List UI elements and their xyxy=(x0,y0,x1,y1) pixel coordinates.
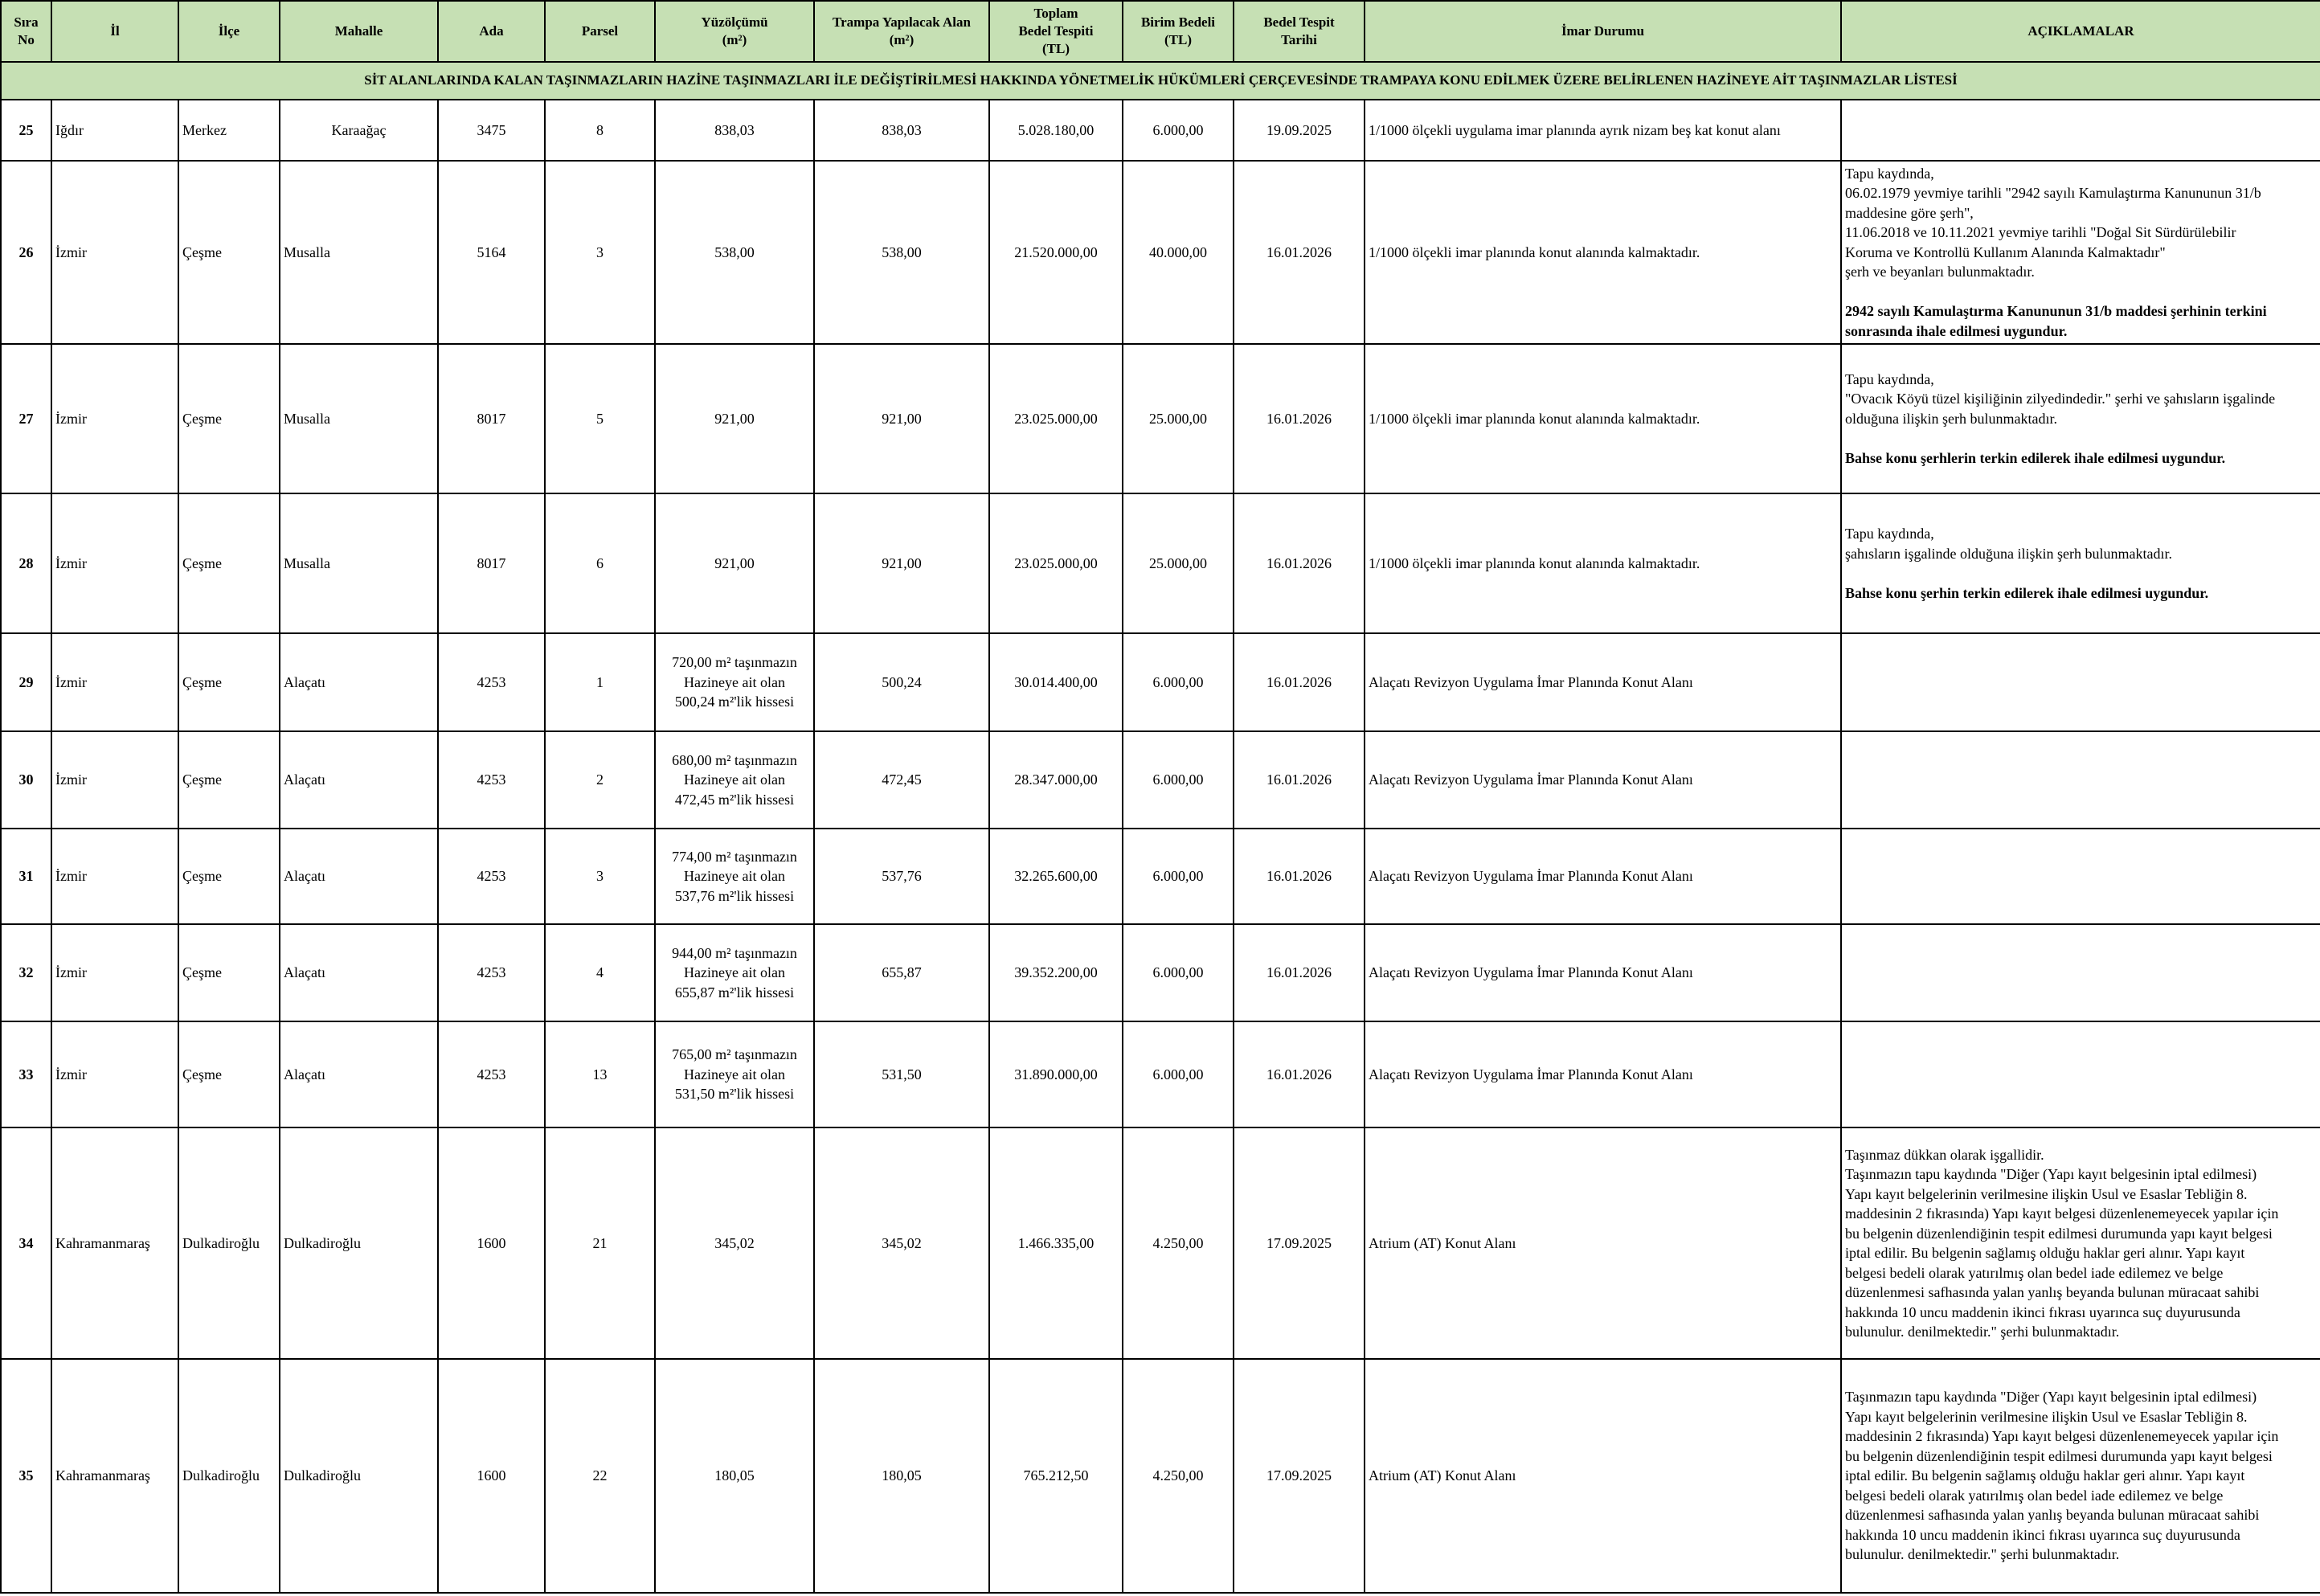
cell-il: İzmir xyxy=(51,161,178,344)
cell-ada: 4253 xyxy=(438,1021,545,1127)
cell-imar-durumu: Alaçatı Revizyon Uygulama İmar Planında Konut Alanı xyxy=(1365,633,1841,731)
cell-imar-durumu: 1/1000 ölçekli uygulama imar planında ayrık nizam beş kat konut alanı xyxy=(1365,100,1841,161)
cell-sira-no: 30 xyxy=(1,731,51,829)
cell-tespit-tarihi: 16.01.2026 xyxy=(1234,829,1365,924)
yuzolcumu-line: 345,02 xyxy=(714,1234,755,1251)
cell-ada: 8017 xyxy=(438,493,545,633)
cell-birim-bedel: 4.250,00 xyxy=(1123,1359,1234,1593)
aciklama-line: Taşınmazın tapu kaydında "Diğer (Yapı kayıt belgesinin iptal edilmesi) xyxy=(1845,1166,2257,1182)
cell-trampa-alan: 345,02 xyxy=(814,1127,989,1359)
cell-tespit-tarihi: 19.09.2025 xyxy=(1234,100,1365,161)
table-row xyxy=(1,924,2320,1021)
cell-mahalle: Alaçatı xyxy=(280,829,438,924)
yuzolcumu-line: Hazineye ait olan xyxy=(684,868,785,885)
table-row xyxy=(1,493,2320,633)
table-row xyxy=(1,1127,2320,1359)
cell-yuzolcumu xyxy=(655,344,814,493)
header-sira-line2: No xyxy=(18,32,35,47)
cell-tespit-tarihi: 16.01.2026 xyxy=(1234,161,1365,344)
cell-aciklamalar xyxy=(1841,100,2320,161)
cell-aciklamalar xyxy=(1841,731,2320,829)
cell-ilce: Çeşme xyxy=(178,633,280,731)
page-title: SİT ALANLARINDA KALAN TAŞINMAZLARIN HAZİNE TAŞINMAZLARI İLE DEĞİŞTİRİLMESİ HAKKINDA YÖNETMELİK HÜKÜMLERİ ÇERÇEVESİNDE TRAMPAYA KONU EDİLMEK ÜZERE BELİRLENEN HAZİNEYE AİT TAŞINMAZLAR LİSTESİ xyxy=(1,62,2320,100)
cell-parsel: 22 xyxy=(545,1359,655,1593)
cell-sira-no: 34 xyxy=(1,1127,51,1359)
header-ada: Ada xyxy=(438,1,545,62)
aciklama-line: şahısların işgalinde olduğuna ilişkin şerh bulunmaktadır. xyxy=(1845,545,2172,562)
header-tespit-tarihi xyxy=(1234,1,1365,62)
cell-tespit-tarihi: 16.01.2026 xyxy=(1234,344,1365,493)
cell-tespit-tarihi: 16.01.2026 xyxy=(1234,731,1365,829)
aciklama-line: sonrasında ihale edilmesi uygundur. xyxy=(1845,322,2068,339)
cell-toplam-bedel: 31.890.000,00 xyxy=(989,1021,1123,1127)
cell-mahalle: Dulkadiroğlu xyxy=(280,1127,438,1359)
cell-tespit-tarihi: 16.01.2026 xyxy=(1234,924,1365,1021)
yuzolcumu-line: 500,24 m²'lik hissesi xyxy=(674,694,795,710)
cell-toplam-bedel: 23.025.000,00 xyxy=(989,344,1123,493)
header-imar-durumu: İmar Durumu xyxy=(1365,1,1841,62)
cell-ada: 1600 xyxy=(438,1359,545,1593)
cell-ilce: Çeşme xyxy=(178,493,280,633)
cell-aciklamalar xyxy=(1841,161,2320,344)
cell-imar-durumu: 1/1000 ölçekli imar planında konut alanında kalmaktadır. xyxy=(1365,161,1841,344)
aciklama-line: maddesinin 2 fıkrasında) Yapı kayıt belgesi düzenlenemeyecek yapılar için xyxy=(1845,1428,2279,1445)
cell-birim-bedel: 6.000,00 xyxy=(1123,1021,1234,1127)
cell-il: İzmir xyxy=(51,633,178,731)
cell-mahalle: Dulkadiroğlu xyxy=(280,1359,438,1593)
yuzolcumu-line: 774,00 m² taşınmazın xyxy=(672,848,797,865)
header-trampa-line2: (m²) xyxy=(889,32,914,47)
aciklama-line: bulunulur. denilmektedir." şerhi bulunmaktadır. xyxy=(1845,1546,2120,1563)
cell-yuzolcumu xyxy=(655,493,814,633)
column-header-row xyxy=(1,1,2320,62)
aciklama-line: Yapı kayıt belgelerinin verilmesine ilişkin Usul ve Esaslar Tebliğin 8. xyxy=(1845,1408,2248,1425)
aciklama-line: maddesinin 2 fıkrasında) Yapı kayıt belgesi düzenlenemeyecek yapılar için xyxy=(1845,1205,2279,1222)
cell-parsel: 4 xyxy=(545,924,655,1021)
yuzolcumu-line: 537,76 m²'lik hissesi xyxy=(674,887,795,904)
header-toplam-bedel xyxy=(989,1,1123,62)
yuzolcumu-line: 680,00 m² taşınmazın xyxy=(672,751,797,768)
aciklama-line: 2942 sayılı Kamulaştırma Kanununun 31/b maddesi şerhinin terkini xyxy=(1845,303,2267,320)
header-yuzolcumu xyxy=(655,1,814,62)
header-toplam-line2: Bedel Tespiti xyxy=(1018,23,1094,39)
table-row xyxy=(1,1021,2320,1127)
cell-aciklamalar xyxy=(1841,1021,2320,1127)
aciklama-line: olduğuna ilişkin şerh bulunmaktadır. xyxy=(1845,410,2057,427)
cell-mahalle: Alaçatı xyxy=(280,633,438,731)
cell-trampa-alan: 655,87 xyxy=(814,924,989,1021)
yuzolcumu-line: Hazineye ait olan xyxy=(684,771,785,788)
yuzolcumu-line: 655,87 m²'lik hissesi xyxy=(674,984,795,1001)
cell-ilce: Merkez xyxy=(178,100,280,161)
cell-imar-durumu: Alaçatı Revizyon Uygulama İmar Planında Konut Alanı xyxy=(1365,731,1841,829)
header-birim-bedel xyxy=(1123,1,1234,62)
cell-trampa-alan: 838,03 xyxy=(814,100,989,161)
cell-yuzolcumu xyxy=(655,829,814,924)
cell-aciklamalar xyxy=(1841,1359,2320,1593)
cell-ilce: Çeşme xyxy=(178,1021,280,1127)
table-row xyxy=(1,731,2320,829)
cell-aciklamalar xyxy=(1841,829,2320,924)
header-ilce: İlçe xyxy=(178,1,280,62)
aciklama-line: iptal edilir. Bu belgenin sağlamış olduğu haklar geri alınır. Yapı kayıt xyxy=(1845,1245,2245,1261)
aciklama-line: Yapı kayıt belgelerinin verilmesine ilişkin Usul ve Esaslar Tebliğin 8. xyxy=(1845,1185,2248,1202)
cell-imar-durumu: Atrium (AT) Konut Alanı xyxy=(1365,1127,1841,1359)
cell-imar-durumu: Alaçatı Revizyon Uygulama İmar Planında Konut Alanı xyxy=(1365,829,1841,924)
aciklama-line xyxy=(1845,282,2317,302)
cell-imar-durumu: Alaçatı Revizyon Uygulama İmar Planında Konut Alanı xyxy=(1365,1021,1841,1127)
yuzolcumu-line: 765,00 m² taşınmazın xyxy=(672,1046,797,1063)
yuzolcumu-line: 180,05 xyxy=(714,1467,755,1484)
cell-mahalle: Alaçatı xyxy=(280,1021,438,1127)
cell-yuzolcumu xyxy=(655,633,814,731)
cell-birim-bedel: 4.250,00 xyxy=(1123,1127,1234,1359)
cell-il: İzmir xyxy=(51,1021,178,1127)
cell-birim-bedel: 25.000,00 xyxy=(1123,344,1234,493)
aciklama-line: Bahse konu şerhin terkin edilerek ihale edilmesi uygundur. xyxy=(1845,584,2209,601)
cell-ilce: Çeşme xyxy=(178,829,280,924)
cell-toplam-bedel: 30.014.400,00 xyxy=(989,633,1123,731)
yuzolcumu-line: Hazineye ait olan xyxy=(684,673,785,690)
header-toplam-line1: Toplam xyxy=(1033,6,1078,21)
cell-tespit-tarihi: 16.01.2026 xyxy=(1234,493,1365,633)
cell-trampa-alan: 500,24 xyxy=(814,633,989,731)
aciklama-line: hakkında 10 uncu maddenin ikinci fıkrası uyarınca suç duyurusunda xyxy=(1845,1303,2240,1320)
cell-sira-no: 26 xyxy=(1,161,51,344)
table-row xyxy=(1,161,2320,344)
cell-tespit-tarihi: 17.09.2025 xyxy=(1234,1127,1365,1359)
cell-ada: 4253 xyxy=(438,924,545,1021)
cell-parsel: 13 xyxy=(545,1021,655,1127)
yuzolcumu-line: 944,00 m² taşınmazın xyxy=(672,944,797,961)
header-tarih-line1: Bedel Tespit xyxy=(1263,14,1335,30)
cell-trampa-alan: 538,00 xyxy=(814,161,989,344)
yuzolcumu-line: 720,00 m² taşınmazın xyxy=(672,654,797,671)
aciklama-line: Taşınmaz dükkan olarak işgallidir. xyxy=(1845,1146,2044,1163)
cell-imar-durumu: 1/1000 ölçekli imar planında konut alanında kalmaktadır. xyxy=(1365,493,1841,633)
table-row xyxy=(1,1359,2320,1593)
cell-il: Kahramanmaraş xyxy=(51,1127,178,1359)
aciklama-line: Taşınmazın tapu kaydında "Diğer (Yapı kayıt belgesinin iptal edilmesi) xyxy=(1845,1389,2257,1406)
cell-birim-bedel: 6.000,00 xyxy=(1123,829,1234,924)
cell-imar-durumu: 1/1000 ölçekli imar planında konut alanında kalmaktadır. xyxy=(1365,344,1841,493)
cell-trampa-alan: 921,00 xyxy=(814,344,989,493)
header-tarih-line2: Tarihi xyxy=(1281,32,1317,47)
cell-toplam-bedel: 23.025.000,00 xyxy=(989,493,1123,633)
cell-imar-durumu: Atrium (AT) Konut Alanı xyxy=(1365,1359,1841,1593)
header-mahalle: Mahalle xyxy=(280,1,438,62)
aciklama-line: 06.02.1979 yevmiye tarihli "2942 sayılı Kamulaştırma Kanununun 31/b xyxy=(1845,185,2261,202)
cell-trampa-alan: 472,45 xyxy=(814,731,989,829)
cell-parsel: 6 xyxy=(545,493,655,633)
cell-mahalle: Alaçatı xyxy=(280,924,438,1021)
cell-il: İzmir xyxy=(51,493,178,633)
cell-il: Iğdır xyxy=(51,100,178,161)
aciklama-line: 11.06.2018 ve 10.11.2021 yevmiye tarihli "Doğal Sit Sürdürülebilir xyxy=(1845,224,2236,241)
cell-mahalle: Musalla xyxy=(280,161,438,344)
cell-ada: 4253 xyxy=(438,633,545,731)
aciklama-line: Koruma ve Kontrollü Kullanım Alanında Kalmaktadır" xyxy=(1845,243,2166,260)
cell-yuzolcumu xyxy=(655,1127,814,1359)
cell-aciklamalar xyxy=(1841,633,2320,731)
header-yuz-line1: Yüzölçümü xyxy=(701,14,768,30)
cell-il: İzmir xyxy=(51,344,178,493)
cell-tespit-tarihi: 16.01.2026 xyxy=(1234,633,1365,731)
cell-mahalle: Karaağaç xyxy=(280,100,438,161)
cell-yuzolcumu xyxy=(655,100,814,161)
cell-mahalle: Musalla xyxy=(280,493,438,633)
cell-trampa-alan: 180,05 xyxy=(814,1359,989,1593)
cell-birim-bedel: 6.000,00 xyxy=(1123,731,1234,829)
header-sira-no xyxy=(1,1,51,62)
cell-toplam-bedel: 32.265.600,00 xyxy=(989,829,1123,924)
cell-mahalle: Musalla xyxy=(280,344,438,493)
cell-ilce: Çeşme xyxy=(178,344,280,493)
cell-il: İzmir xyxy=(51,829,178,924)
cell-sira-no: 35 xyxy=(1,1359,51,1593)
cell-ilce: Çeşme xyxy=(178,161,280,344)
aciklama-line: maddesine göre şerh", xyxy=(1845,204,1974,221)
yuzolcumu-line: 472,45 m²'lik hissesi xyxy=(674,791,795,808)
cell-trampa-alan: 531,50 xyxy=(814,1021,989,1127)
header-birim-line2: (TL) xyxy=(1164,32,1192,47)
aciklama-line: bulunulur. denilmektedir." şerhi bulunmaktadır. xyxy=(1845,1324,2120,1340)
cell-ada: 4253 xyxy=(438,829,545,924)
cell-ilce: Çeşme xyxy=(178,924,280,1021)
aciklama-line: Tapu kaydında, xyxy=(1845,370,1934,387)
cell-ilce: Dulkadiroğlu xyxy=(178,1359,280,1593)
header-yuz-line2: (m²) xyxy=(722,32,747,47)
cell-mahalle: Alaçatı xyxy=(280,731,438,829)
cell-il: İzmir xyxy=(51,924,178,1021)
cell-imar-durumu: Alaçatı Revizyon Uygulama İmar Planında Konut Alanı xyxy=(1365,924,1841,1021)
cell-parsel: 1 xyxy=(545,633,655,731)
aciklama-line: hakkında 10 uncu maddenin ikinci fıkrası uyarınca suç duyurusunda xyxy=(1845,1526,2240,1543)
cell-ada: 5164 xyxy=(438,161,545,344)
yuzolcumu-line: 838,03 xyxy=(714,121,755,138)
cell-il: Kahramanmaraş xyxy=(51,1359,178,1593)
aciklama-line: belgesi bedeli olarak yatırılmış olan bedel iade edilemez ve belge xyxy=(1845,1487,2224,1504)
cell-aciklamalar xyxy=(1841,493,2320,633)
cell-toplam-bedel: 21.520.000,00 xyxy=(989,161,1123,344)
cell-birim-bedel: 25.000,00 xyxy=(1123,493,1234,633)
cell-parsel: 2 xyxy=(545,731,655,829)
yuzolcumu-line: Hazineye ait olan xyxy=(684,964,785,981)
cell-parsel: 5 xyxy=(545,344,655,493)
cell-birim-bedel: 6.000,00 xyxy=(1123,924,1234,1021)
yuzolcumu-line: 531,50 m²'lik hissesi xyxy=(674,1086,795,1103)
aciklama-line: bu belgenin düzenlendiğinin tespit edilmesi durumunda yapı kayıt belgesi xyxy=(1845,1447,2273,1464)
aciklama-line: düzenlenmesi safhasında yalan yanlış beyanda bulunan müracaat sahibi xyxy=(1845,1507,2260,1524)
header-il: İl xyxy=(51,1,178,62)
yuzolcumu-line: 921,00 xyxy=(714,410,755,427)
aciklama-line: "Ovacık Köyü tüzel kişiliğinin zilyedindedir." şerhi ve şahısların işgalinde xyxy=(1845,391,2276,407)
cell-ada: 8017 xyxy=(438,344,545,493)
cell-ada: 3475 xyxy=(438,100,545,161)
cell-ada: 1600 xyxy=(438,1127,545,1359)
aciklama-line: Bahse konu şerhlerin terkin edilerek ihale edilmesi uygundur. xyxy=(1845,449,2226,466)
header-trampa-alan xyxy=(814,1,989,62)
cell-ilce: Çeşme xyxy=(178,731,280,829)
table-row xyxy=(1,344,2320,493)
table-row xyxy=(1,829,2320,924)
cell-yuzolcumu xyxy=(655,1021,814,1127)
cell-sira-no: 27 xyxy=(1,344,51,493)
aciklama-line: bu belgenin düzenlendiğinin tespit edilmesi durumunda yapı kayıt belgesi xyxy=(1845,1225,2273,1242)
cell-birim-bedel: 6.000,00 xyxy=(1123,100,1234,161)
header-trampa-line1: Trampa Yapılacak Alan xyxy=(833,14,971,30)
cell-toplam-bedel: 765.212,50 xyxy=(989,1359,1123,1593)
aciklama-line: düzenlenmesi safhasında yalan yanlış beyanda bulunan müracaat sahibi xyxy=(1845,1284,2260,1300)
cell-yuzolcumu xyxy=(655,731,814,829)
cell-sira-no: 33 xyxy=(1,1021,51,1127)
cell-birim-bedel: 6.000,00 xyxy=(1123,633,1234,731)
cell-ilce: Dulkadiroğlu xyxy=(178,1127,280,1359)
cell-sira-no: 29 xyxy=(1,633,51,731)
aciklama-line xyxy=(1845,428,2317,448)
cell-sira-no: 32 xyxy=(1,924,51,1021)
cell-toplam-bedel: 28.347.000,00 xyxy=(989,731,1123,829)
cell-yuzolcumu xyxy=(655,161,814,344)
header-birim-line1: Birim Bedeli xyxy=(1140,14,1216,30)
cell-toplam-bedel: 1.466.335,00 xyxy=(989,1127,1123,1359)
cell-ada: 4253 xyxy=(438,731,545,829)
cell-parsel: 21 xyxy=(545,1127,655,1359)
header-aciklamalar: AÇIKLAMALAR xyxy=(1841,1,2320,62)
cell-tespit-tarihi: 17.09.2025 xyxy=(1234,1359,1365,1593)
header-parsel: Parsel xyxy=(545,1,655,62)
cell-aciklamalar xyxy=(1841,344,2320,493)
table-row xyxy=(1,100,2320,161)
cell-toplam-bedel: 39.352.200,00 xyxy=(989,924,1123,1021)
cell-birim-bedel: 40.000,00 xyxy=(1123,161,1234,344)
aciklama-line: belgesi bedeli olarak yatırılmış olan bedel iade edilemez ve belge xyxy=(1845,1264,2224,1281)
cell-parsel: 8 xyxy=(545,100,655,161)
table-body xyxy=(1,100,2320,1593)
header-toplam-line3: (TL) xyxy=(1042,41,1070,56)
title-row xyxy=(1,62,2320,100)
cell-trampa-alan: 921,00 xyxy=(814,493,989,633)
cell-sira-no: 31 xyxy=(1,829,51,924)
aciklama-line: Tapu kaydında, xyxy=(1845,526,1934,542)
cell-yuzolcumu xyxy=(655,924,814,1021)
aciklama-line: iptal edilir. Bu belgenin sağlamış olduğu haklar geri alınır. Yapı kayıt xyxy=(1845,1467,2245,1484)
cell-yuzolcumu xyxy=(655,1359,814,1593)
yuzolcumu-line: 538,00 xyxy=(714,243,755,260)
cell-sira-no: 28 xyxy=(1,493,51,633)
table-row xyxy=(1,633,2320,731)
cell-parsel: 3 xyxy=(545,161,655,344)
cell-aciklamalar xyxy=(1841,924,2320,1021)
cell-tespit-tarihi: 16.01.2026 xyxy=(1234,1021,1365,1127)
cell-aciklamalar xyxy=(1841,1127,2320,1359)
yuzolcumu-line: 921,00 xyxy=(714,555,755,571)
aciklama-line: Tapu kaydında, xyxy=(1845,165,1934,182)
yuzolcumu-line: Hazineye ait olan xyxy=(684,1066,785,1082)
cell-parsel: 3 xyxy=(545,829,655,924)
cell-toplam-bedel: 5.028.180,00 xyxy=(989,100,1123,161)
cell-sira-no: 25 xyxy=(1,100,51,161)
cell-trampa-alan: 537,76 xyxy=(814,829,989,924)
cell-il: İzmir xyxy=(51,731,178,829)
aciklama-line xyxy=(1845,563,2317,583)
header-sira-line1: Sıra xyxy=(14,14,39,30)
aciklama-line: şerh ve beyanları bulunmaktadır. xyxy=(1845,264,2035,280)
